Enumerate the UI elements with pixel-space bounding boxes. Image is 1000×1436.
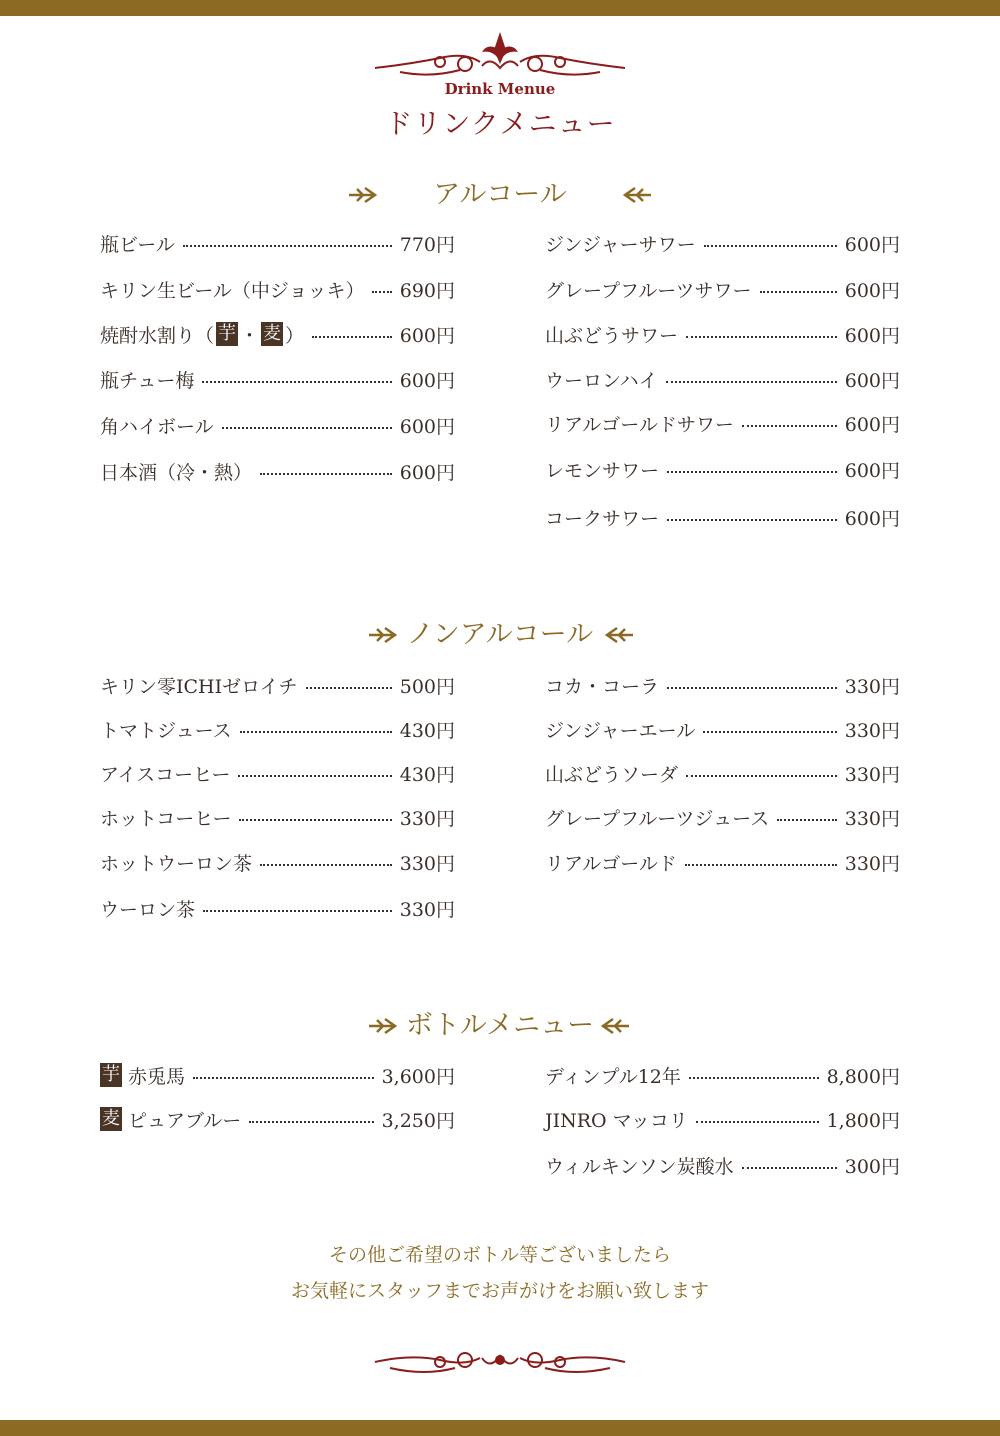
- menu-item-iced-coffee: アイスコーヒー 430円: [100, 763, 455, 786]
- menu-item-hot-oolong-tea: ホットウーロン茶 330円: [100, 852, 455, 875]
- section-heading-non-alcohol: [0, 618, 1000, 652]
- section-heading-alcohol: [0, 178, 1000, 212]
- menu-item-wilkinson-soda: ウィルキンソン炭酸水 300円: [545, 1155, 900, 1178]
- menu-item-shochu-water: 焼酎水割り（ 芋 ・ 麦 ） 600円: [100, 323, 455, 347]
- page-title: ドリンクメニュー: [384, 107, 616, 140]
- menu-item-yamabudo-soda: 山ぶどうソーダ 330円: [545, 763, 900, 786]
- menu-item-dimple-12: ディンプル12年 8,800円: [545, 1065, 900, 1088]
- section-heading-bottle: [0, 1009, 1000, 1043]
- menu-item-coca-cola: コカ・コーラ 330円: [545, 675, 900, 698]
- menu-item-oolong-high: ウーロンハイ 600円: [545, 369, 900, 392]
- menu-item-tomato-juice: トマトジュース 430円: [100, 719, 455, 742]
- mugi-tag: 麦: [263, 323, 282, 344]
- menu-item-yamabudo-sour: 山ぶどうサワー 600円: [545, 324, 900, 347]
- menu-item-real-gold-sour: リアルゴールドサワー 600円: [545, 413, 900, 436]
- menu-item-jinro-makgeolli: JINRO マッコリ 1,800円: [545, 1109, 900, 1132]
- mugi-tag: 麦: [102, 1108, 120, 1129]
- menu-item-kaku-highball: 角ハイボール 600円: [100, 415, 455, 438]
- bottom-border-bar: [0, 1420, 1000, 1436]
- menu-item-sekitoba: 芋 赤兎馬 3,600円: [102, 1064, 455, 1088]
- menu-item-grapefruit-sour: グレープフルーツサワー 600円: [545, 279, 900, 302]
- menu-item-kirin-zero-ichi: キリン零ICHIゼロイチ 500円: [100, 675, 455, 698]
- menu-item-ginger-sour: ジンジャーサワー 600円: [545, 233, 900, 256]
- footer-note-line-2: お気軽にスタッフまでお声がけをお願い致します: [290, 1280, 709, 1302]
- menu-item-kirin-draft-beer: キリン生ビール（中ジョッキ） 690円: [100, 279, 455, 302]
- menu-item-ginger-ale: ジンジャーエール 330円: [545, 719, 900, 742]
- menu-item-real-gold: リアルゴールド 330円: [545, 852, 900, 875]
- menu-item-pure-blue: 麦 ピュアブルー 3,250円: [102, 1108, 455, 1132]
- arrow-left-icon: [601, 625, 635, 645]
- section-title-non-alcohol: ノンアルコール: [406, 619, 594, 650]
- imo-tag: 芋: [218, 323, 237, 344]
- top-border-bar: [0, 0, 1000, 16]
- imo-tag: 芋: [102, 1064, 120, 1085]
- section-title-bottle: ボトルメニュー: [405, 1010, 595, 1041]
- menu-item-coke-sour: コークサワー 600円: [545, 507, 900, 530]
- menu-item-bottled-chu-ume: 瓶チュー梅 600円: [100, 369, 455, 392]
- arrow-left-icon: [619, 185, 653, 205]
- bottom-flourish-ornament: [370, 1340, 630, 1390]
- menu-subtitle: Drink Menue: [444, 80, 556, 98]
- menu-item-hot-coffee: ホットコーヒー 330円: [100, 807, 455, 830]
- menu-item-bottled-beer: 瓶ビール 770円: [100, 233, 455, 256]
- top-flourish-ornament: [370, 28, 630, 88]
- menu-item-sake: 日本酒（冷・熱） 600円: [100, 461, 455, 484]
- arrow-left-icon: [597, 1016, 631, 1036]
- menu-item-lemon-sour: レモンサワー 600円: [545, 459, 900, 482]
- menu-item-grapefruit-juice: グレープフルーツジュース 330円: [545, 807, 900, 830]
- footer-note-line-1: その他ご希望のボトル等ございましたら: [328, 1244, 671, 1266]
- menu-item-oolong-tea: ウーロン茶 330円: [100, 898, 455, 921]
- section-title-alcohol: アルコール: [433, 179, 567, 210]
